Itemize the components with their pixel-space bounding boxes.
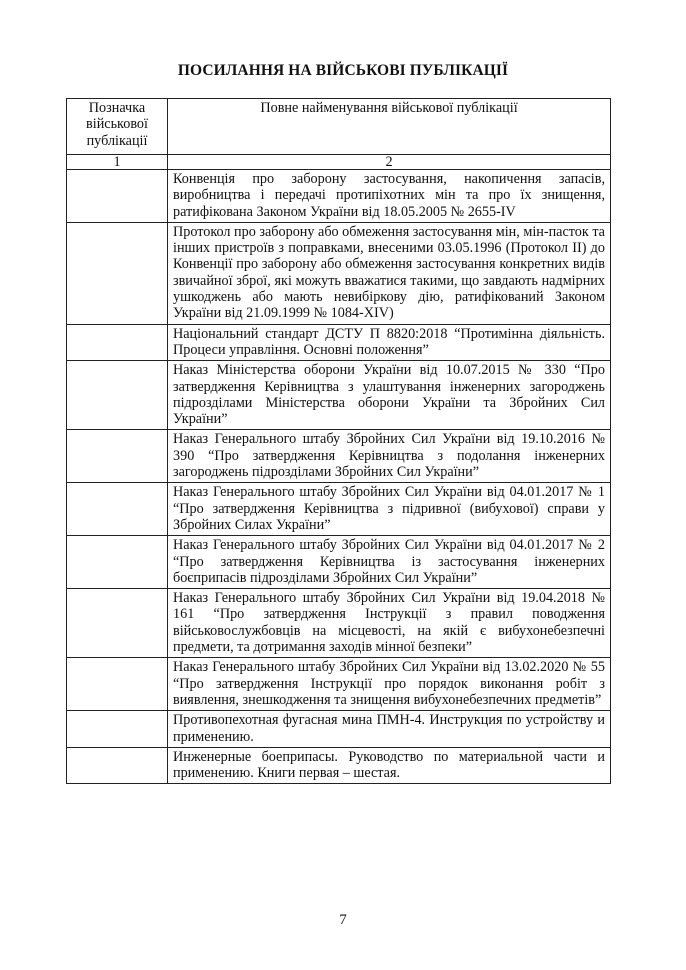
- publication-title-cell: Наказ Генерального штабу Збройних Сил України від 04.01.2017 № 2 “Про затвердження Керівництва із застосування інженерних боєприпасів підрозділами Збройних Сил України”: [168, 536, 611, 589]
- column-number-1: 1: [67, 155, 168, 170]
- table-row: [67, 361, 611, 430]
- table-row: [67, 658, 611, 711]
- designation-cell: [67, 711, 168, 748]
- designation-cell: [67, 361, 168, 430]
- table-row: [67, 222, 611, 324]
- designation-cell: [67, 483, 168, 536]
- table-row: [67, 170, 611, 223]
- publication-title-cell: Національний стандарт ДСТУ П 8820:2018 “Протимінна діяльність. Процеси управління. Основні положення”: [168, 324, 611, 361]
- designation-cell: [67, 222, 168, 324]
- publication-title-cell: Наказ Генерального штабу Збройних Сил України від 13.02.2020 № 55 “Про затвердження Інструкції про порядок виконання робіт з виявлення, знешкодження та знищення вибухонебезпечних предметів”: [168, 658, 611, 711]
- designation-cell: [67, 658, 168, 711]
- column-number-row: [67, 155, 611, 170]
- designation-cell: [67, 747, 168, 784]
- designation-cell: [67, 536, 168, 589]
- publication-title-cell: Наказ Генерального штабу Збройних Сил України від 04.01.2017 № 1 “Про затвердження Керівництва з підривної (вибухової) справи у Збройних Силах України”: [168, 483, 611, 536]
- table-row: [67, 324, 611, 361]
- publication-title-cell: Протокол про заборону або обмеження застосування мін, мін-пасток та інших пристроїв з поправками, внесеними 03.05.1996 (Протокол ІІ) до Конвенції про заборону або обмеження застосування конкретних видів звичайної зброї, які можуть вважатися такими, що завдають надмірних ушкоджень або мають невибіркову дію, ратифікований Законом України від 21.09.1999 № 1084-XIV): [168, 222, 611, 324]
- publication-title-cell: Конвенція про заборону застосування, накопичення запасів, виробництва і передачі протипіхотних мін та про їх знищення, ратифікована Законом України від 18.05.2005 № 2655-IV: [168, 170, 611, 223]
- table-header-row: [67, 99, 611, 155]
- table-row: [67, 589, 611, 658]
- page-number: 7: [339, 912, 347, 928]
- page-title: ПОСИЛАННЯ НА ВІЙСЬКОВІ ПУБЛІКАЦІЇ: [177, 62, 509, 79]
- table-row: [67, 430, 611, 483]
- designation-cell: [67, 430, 168, 483]
- designation-cell: [67, 324, 168, 361]
- designation-cell: [67, 589, 168, 658]
- header-full-name: Повне найменування військової публікації: [168, 99, 611, 155]
- publication-title-cell: Противопехотная фугасная мина ПМН-4. Инструкция по устройству и применению.: [168, 711, 611, 748]
- table-row: [67, 711, 611, 748]
- publication-title-cell: Наказ Міністерства оборони України від 10.07.2015 № 330 “Про затвердження Керівництва з улаштування інженерних загороджень підрозділами Міністерства оборони України та Збройних Сил України”: [168, 361, 611, 430]
- publication-title-cell: Наказ Генерального штабу Збройних Сил України від 19.04.2018 № 161 “Про затвердження Інструкції з правил поводження військовослужбовців на місцевості, на якій є вибухонебезпечні предмети, та дотримання заходів мінної безпеки”: [168, 589, 611, 658]
- publication-title-cell: Наказ Генерального штабу Збройних Сил України від 19.10.2016 № 390 “Про затвердження Керівництва з подолання інженерних загороджень підрозділами Збройних Сил України”: [168, 430, 611, 483]
- column-number-2: 2: [168, 155, 611, 170]
- table-row: [67, 747, 611, 784]
- publications-table: [66, 98, 611, 784]
- publication-title-cell: Инженерные боеприпасы. Руководство по материальной части и применению. Книги первая – шестая.: [168, 747, 611, 784]
- table-row: [67, 483, 611, 536]
- header-designation: Позначка військової публікації: [67, 99, 168, 155]
- designation-cell: [67, 170, 168, 223]
- table-row: [67, 536, 611, 589]
